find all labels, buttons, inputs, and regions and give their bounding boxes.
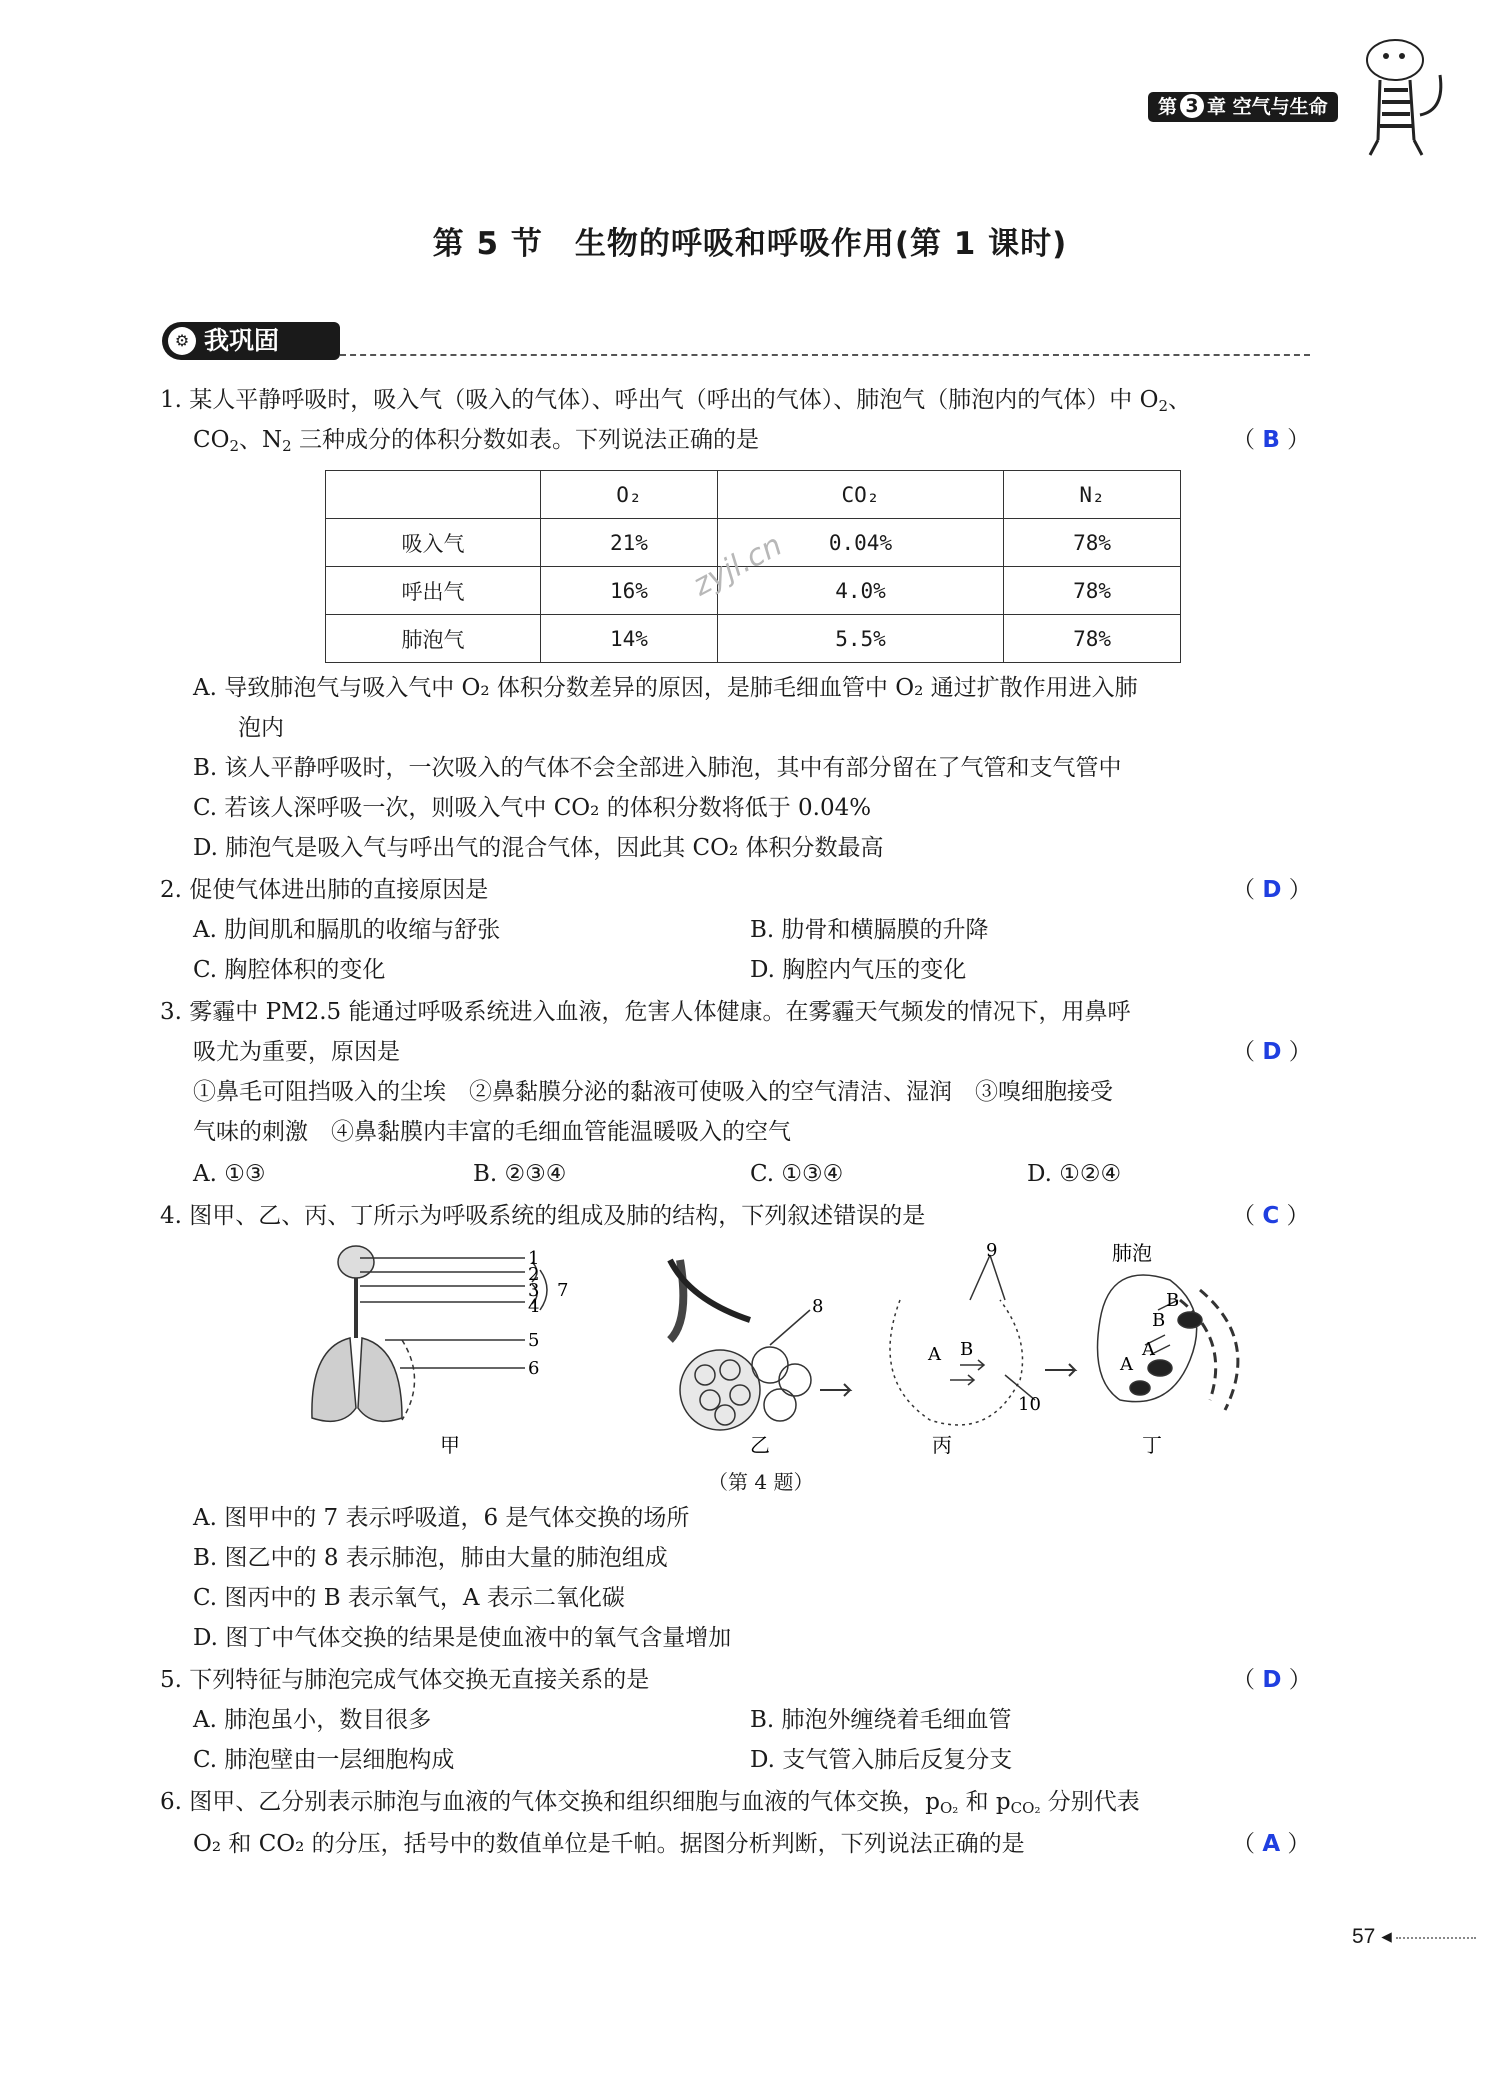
fig-label-2: 2 [528,1264,540,1285]
q3-items-line1: ①鼻毛可阻挡吸入的尘埃 ②鼻黏膜分泌的黏液可使吸入的空气清洁、湿润 ③嗅细胞接受 [193,1079,1113,1105]
q4-answer: （ C ） [1232,1203,1310,1229]
watermark: zyjl.cn [687,527,788,604]
page-number-dots [1396,1937,1476,1939]
fig-bing-label: 丙 [932,1433,952,1457]
fig-alveolus-label: 肺泡 [1112,1241,1152,1265]
figure-bing [890,1255,1075,1425]
q4-stem: 4. 图甲、乙、丙、丁所示为呼吸系统的组成及肺的结构，下列叙述错误的是 [160,1203,926,1229]
q1-option-d: D. 肺泡气是吸入气与呼出气的混合气体，因此其 CO₂ 体积分数最高 [193,835,884,861]
q3-option-b: B. ②③④ [473,1161,567,1187]
q2-option-d: D. 胸腔内气压的变化 [750,957,967,983]
fig-label-4: 4 [528,1296,540,1317]
section-divider [340,354,1310,356]
chapter-suffix: 章 [1207,96,1227,118]
q5-option-b: B. 肺泡外缠绕着毛细血管 [750,1707,1012,1733]
tiger-mascot-icon [1340,20,1450,170]
q3-stem-line1: 3. 雾霾中 PM2.5 能通过呼吸系统进入血液，危害人体健康。在雾霾天气频发的情况下，用鼻呼 [160,999,1131,1025]
table-row: 呼出气 16% 4.0% 78% [326,567,1181,615]
table-row: 肺泡气 14% 5.5% 78% [326,615,1181,663]
fig-yi-label: 乙 [750,1433,770,1457]
chapter-prefix: 第 [1158,96,1178,118]
fig-ding-label-b: B [1152,1310,1166,1331]
q5-option-d: D. 支气管入肺后反复分支 [750,1747,1013,1773]
q6-stem-line1: 6. 图甲、乙分别表示肺泡与血液的气体交换和组织细胞与血液的气体交换，$p_{O_2}$ 和 $p_{CO_2}$ 分别代表 [160,1789,1140,1817]
q4-option-c: C. 图丙中的 B 表示氧气，A 表示二氧化碳 [193,1585,625,1611]
fig-label-8: 8 [812,1296,824,1317]
q4-option-b: B. 图乙中的 8 表示肺泡，肺由大量的肺泡组成 [193,1545,668,1571]
page-title: 第 5 节 生物的呼吸和呼吸作用(第 1 课时) [432,226,1068,262]
q2-answer: （ D ） [1232,877,1312,903]
q3-stem-line2: 吸尤为重要，原因是 [193,1039,400,1065]
q4-option-a: A. 图甲中的 7 表示呼吸道，6 是气体交换的场所 [193,1505,690,1531]
q5-option-a: A. 肺泡虽小，数目很多 [193,1707,432,1733]
q2-option-b: B. 肋骨和横膈膜的升降 [750,917,989,943]
fig-ding-label: 丁 [1142,1433,1162,1457]
section-header [162,322,340,360]
chapter-badge [1148,92,1338,122]
q3-answer: （ D ） [1232,1039,1312,1065]
q5-option-c: C. 肺泡壁由一层细胞构成 [193,1747,455,1773]
respiratory-figure [300,1240,1240,1470]
q1-option-b: B. 该人平静呼吸时，一次吸入的气体不会全部进入肺泡，其中有部分留在了气管和支气管中 [193,755,1122,781]
q3-option-d: D. ①②④ [1027,1161,1122,1187]
fig-bing-label-b: B [960,1339,974,1360]
fig-label-10: 10 [1018,1394,1041,1415]
chapter-title: 空气与生命 [1232,96,1328,118]
q4-figure-caption: （第 4 题） [708,1470,814,1494]
fig-jia-label: 甲 [440,1433,460,1457]
q5-answer: （ D ） [1232,1667,1312,1693]
fig-ding-label-a: A [1120,1354,1133,1375]
q5-stem: 5. 下列特征与肺泡完成气体交换无直接关系的是 [160,1667,650,1693]
q2-option-a: A. 肋间肌和膈肌的收缩与舒张 [193,917,501,943]
fig-label-6: 6 [528,1358,540,1379]
fig-label-1: 1 [528,1248,540,1269]
q1-option-c: C. 若该人深呼吸一次，则吸入气中 CO₂ 的体积分数将低于 0.04% [193,795,872,821]
fig-label-3: 3 [528,1280,540,1301]
section-icon: ⚙ [168,327,196,355]
section-label: 我巩固 [204,326,280,355]
q6-stem-line2: O₂ 和 CO₂ 的分压，括号中的数值单位是千帕。据图分析判断，下列说法正确的是 [193,1831,1025,1857]
fig-ding-label-a2: A [1142,1339,1155,1360]
q4-option-d: D. 图丁中气体交换的结果是使血液中的氧气含量增加 [193,1625,732,1651]
chapter-number: 3 [1180,94,1204,118]
page-number: 57 ◂ [1352,1925,1392,1948]
q6-answer: （ A ） [1232,1831,1311,1857]
q2-stem: 2. 促使气体进出肺的直接原因是 [160,877,489,903]
q1-answer: （ B ） [1232,427,1311,453]
figure-yi [670,1260,850,1430]
fig-label-5: 5 [528,1330,540,1351]
q3-items-line2: 气味的刺激 ④鼻黏膜内丰富的毛细血管能温暖吸入的空气 [193,1119,791,1145]
q1-option-a-line2: 泡内 [238,715,284,741]
table-header-row: O₂ CO₂ N₂ [326,471,1181,519]
fig-label-9: 9 [986,1240,998,1261]
fig-label-7: 7 [557,1280,569,1301]
fig-ding-label-b2: B [1166,1290,1180,1311]
q1-stem-line2: $CO_2$、$N_2$ 三种成分的体积分数如表。下列说法正确的是 [193,427,759,455]
q3-option-c: C. ①③④ [750,1161,844,1187]
q1-option-a-line1: A. 导致肺泡气与吸入气中 O₂ 体积分数差异的原因，是肺毛细血管中 O₂ 通过扩散作用进入肺 [193,675,1138,701]
q2-option-c: C. 胸腔体积的变化 [193,957,386,983]
q3-option-a: A. ①③ [193,1161,266,1187]
q1-stem-line1: 1. 某人平静呼吸时，吸入气（吸入的气体）、呼出气（呼出的气体）、肺泡气（肺泡内的气体）中 $O_2$、 [160,387,1191,415]
table-row: 吸入气 21% 0.04% 78% [326,519,1181,567]
figure-jia [312,1246,547,1421]
fig-bing-label-a: A [928,1344,941,1365]
